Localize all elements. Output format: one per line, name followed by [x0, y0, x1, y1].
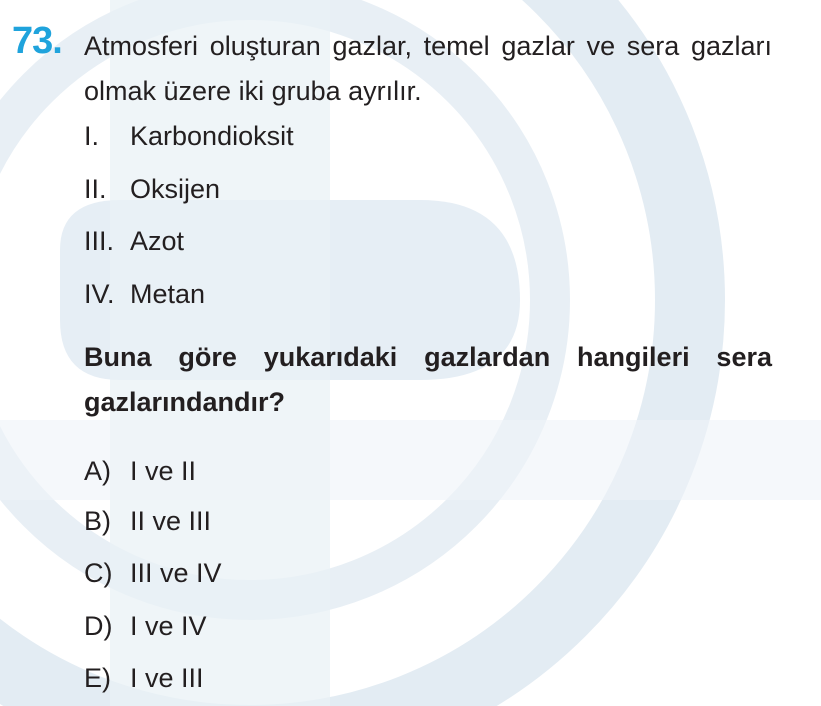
option-e[interactable]: [84, 662, 204, 694]
item-1: [84, 120, 294, 152]
option-letter: D): [84, 611, 113, 641]
option-d[interactable]: [84, 610, 207, 642]
option-letter: C): [84, 558, 113, 588]
option-text: I ve III: [130, 663, 204, 693]
item-text: Karbondioksit: [130, 121, 294, 151]
option-text: II ve III: [130, 506, 212, 536]
item-text: Azot: [130, 226, 185, 256]
item-roman: IV.: [84, 279, 115, 309]
item-2: [84, 173, 220, 205]
item-4: [84, 278, 205, 310]
item-text: Metan: [130, 279, 206, 309]
option-text: I ve II: [130, 456, 197, 486]
option-letter: B): [84, 506, 111, 536]
option-a[interactable]: [84, 455, 196, 487]
item-3: [84, 225, 184, 257]
question-prompt: Buna göre yukarıdaki gazlardan hangileri sera gazlarındandır?: [84, 342, 772, 417]
item-text: Oksijen: [130, 174, 221, 204]
question-number: 73.: [12, 20, 62, 62]
option-text: I ve IV: [130, 611, 207, 641]
question-stem: Atmosferi oluşturan gazlar, temel gazlar ve sera gazları olmak üzere iki gruba ayrılır.: [84, 31, 772, 106]
item-roman: III.: [84, 226, 115, 256]
item-roman: II.: [84, 174, 107, 204]
option-letter: A): [84, 456, 111, 486]
item-roman: I.: [84, 121, 100, 151]
option-b[interactable]: [84, 505, 211, 537]
option-text: III ve IV: [130, 558, 222, 588]
option-letter: E): [84, 663, 111, 693]
option-c[interactable]: [84, 557, 222, 589]
